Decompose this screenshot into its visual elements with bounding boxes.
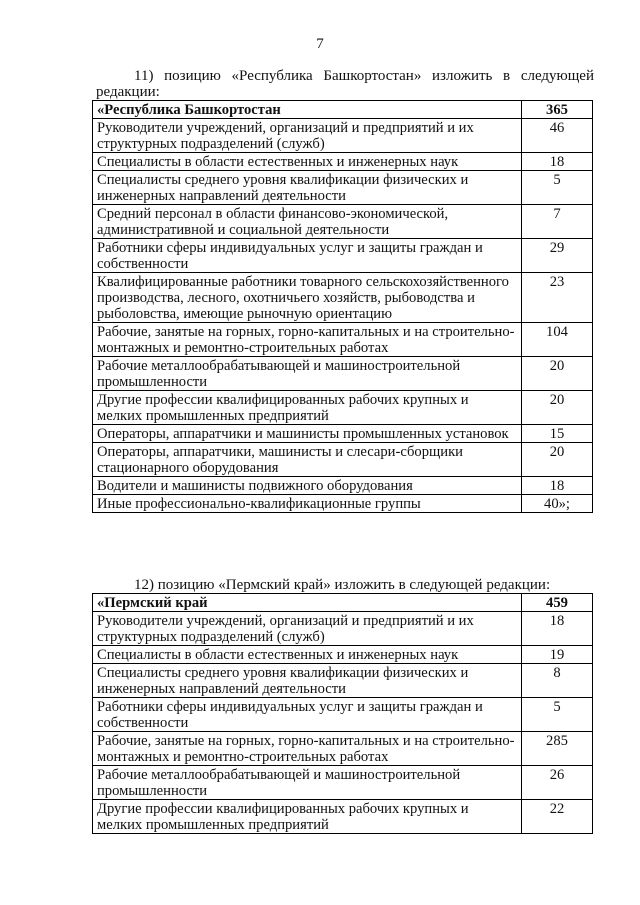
table-row: [93, 612, 593, 646]
table-row: [93, 766, 593, 800]
table-row: [93, 239, 593, 273]
value-cell: 18: [522, 612, 593, 646]
category-cell: Рабочие, занятые на горных, горно-капитальных и на строительно-монтажных и ремонтно-строительных работах: [93, 732, 522, 766]
category-cell: Операторы, аппаратчики, машинисты и слесари-сборщики стационарного оборудования: [93, 443, 522, 477]
category-cell: Руководители учреждений, организаций и предприятий и их структурных подразделений (служб): [93, 119, 522, 153]
value-cell: 20: [522, 391, 593, 425]
table-row: [93, 800, 593, 834]
table-row: [93, 425, 593, 443]
region-name-cell: «Пермский край: [93, 594, 522, 612]
table-header-row: [93, 594, 593, 612]
value-cell: 23: [522, 273, 593, 323]
value-cell: 7: [522, 205, 593, 239]
table-row: [93, 205, 593, 239]
category-cell: Рабочие, занятые на горных, горно-капитальных и на строительно-монтажных и ремонтно-строительных работах: [93, 323, 522, 357]
table-row: [93, 698, 593, 732]
category-cell: Другие профессии квалифицированных рабочих крупных и мелких промышленных предприятий: [93, 391, 522, 425]
value-cell: 19: [522, 646, 593, 664]
value-cell: 40»;: [522, 495, 593, 513]
region-total-cell: 459: [522, 594, 593, 612]
category-cell: Средний персонал в области финансово-экономической, административной и социальной деятельности: [93, 205, 522, 239]
amendment-11-line-2: редакции:: [96, 84, 160, 100]
category-cell: Специалисты в области естественных и инженерных наук: [93, 153, 522, 171]
category-cell: Иные профессионально-квалификационные группы: [93, 495, 522, 513]
value-cell: 26: [522, 766, 593, 800]
category-cell: Водители и машинисты подвижного оборудования: [93, 477, 522, 495]
table-row: [93, 357, 593, 391]
table-row: [93, 171, 593, 205]
page-number: 7: [316, 36, 324, 52]
value-cell: 8: [522, 664, 593, 698]
category-cell: Специалисты среднего уровня квалификации физических и инженерных направлений деятельности: [93, 664, 522, 698]
perm-table: [92, 593, 593, 834]
value-cell: 5: [522, 698, 593, 732]
value-cell: 29: [522, 239, 593, 273]
table-row: [93, 646, 593, 664]
category-cell: Работники сферы индивидуальных услуг и защиты граждан и собственности: [93, 239, 522, 273]
category-cell: Рабочие металлообрабатывающей и машиностроительной промышленности: [93, 357, 522, 391]
category-cell: Другие профессии квалифицированных рабочих крупных и мелких промышленных предприятий: [93, 800, 522, 834]
category-cell: Квалифицированные работники товарного сельскохозяйственного производства, лесного, охотничьего хозяйств, рыбоводства и рыболовства, имеющие рыночную ориентацию: [93, 273, 522, 323]
table-row: [93, 391, 593, 425]
table-header-row: [93, 101, 593, 119]
table-row: [93, 477, 593, 495]
amendment-11-line-1: 11) позицию «Республика Башкортостан» изложить в следующей: [134, 68, 594, 84]
amendment-11-text: [96, 68, 594, 100]
table-row: [93, 153, 593, 171]
category-cell: Работники сферы индивидуальных услуг и защиты граждан и собственности: [93, 698, 522, 732]
amendment-12-text: 12) позицию «Пермский край» изложить в следующей редакции:: [134, 577, 551, 593]
category-cell: Рабочие металлообрабатывающей и машиностроительной промышленности: [93, 766, 522, 800]
value-cell: 285: [522, 732, 593, 766]
category-cell: Руководители учреждений, организаций и предприятий и их структурных подразделений (служб): [93, 612, 522, 646]
table-row: [93, 664, 593, 698]
value-cell: 104: [522, 323, 593, 357]
table-row: [93, 273, 593, 323]
category-cell: Специалисты в области естественных и инженерных наук: [93, 646, 522, 664]
region-total-cell: 365: [522, 101, 593, 119]
value-cell: 15: [522, 425, 593, 443]
table-row: [93, 732, 593, 766]
value-cell: 18: [522, 477, 593, 495]
region-name-cell: «Республика Башкортостан: [93, 101, 522, 119]
value-cell: 46: [522, 119, 593, 153]
value-cell: 5: [522, 171, 593, 205]
table-row: [93, 323, 593, 357]
category-cell: Специалисты среднего уровня квалификации физических и инженерных направлений деятельности: [93, 171, 522, 205]
category-cell: Операторы, аппаратчики и машинисты промышленных установок: [93, 425, 522, 443]
value-cell: 18: [522, 153, 593, 171]
bashkortostan-table: [92, 100, 593, 513]
value-cell: 22: [522, 800, 593, 834]
table-row: [93, 119, 593, 153]
value-cell: 20: [522, 443, 593, 477]
value-cell: 20: [522, 357, 593, 391]
table-row: [93, 443, 593, 477]
table-row: [93, 495, 593, 513]
